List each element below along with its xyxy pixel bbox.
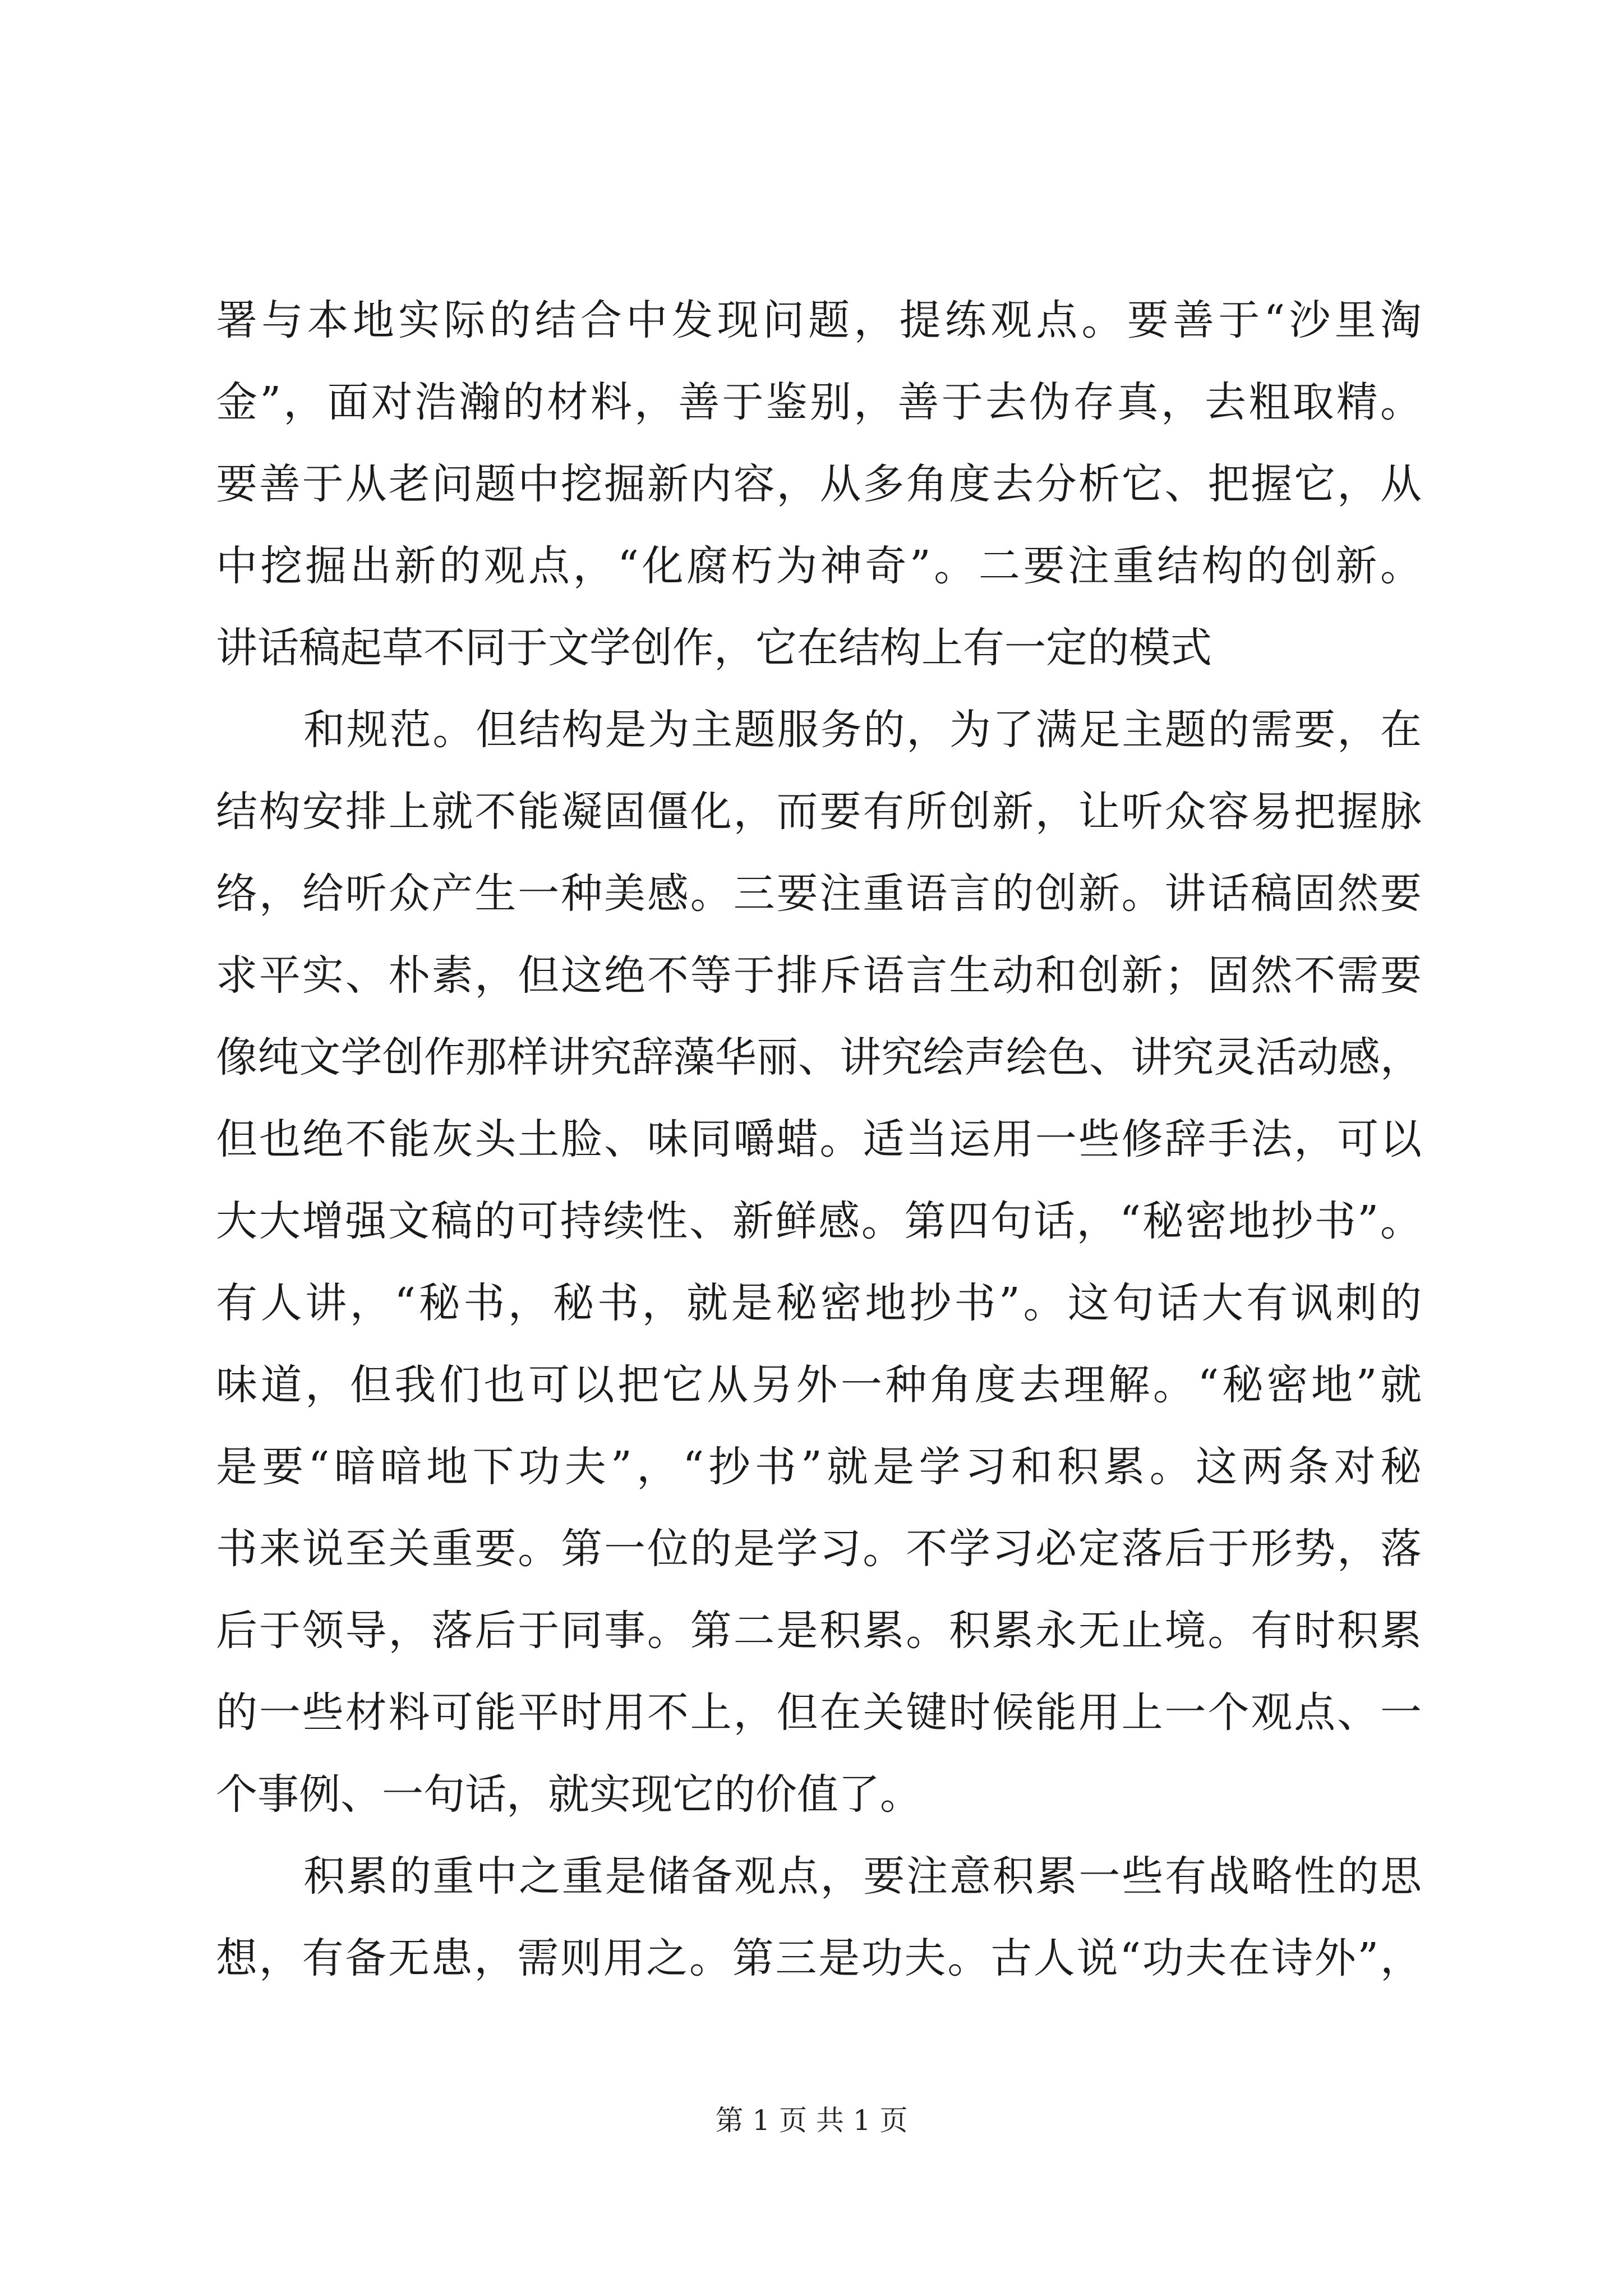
text-line: 求平实、朴素，但这绝不等于排斥语言生动和创新；固然不需要 <box>216 951 1422 1000</box>
text-line: 味道，但我们也可以把它从另外一种角度去理解。“秘密地”就 <box>216 1361 1422 1409</box>
text-line: 中挖掘出新的观点，“化腐朽为神奇”。二要注重结构的创新。 <box>216 542 1422 590</box>
text-line: 络，给听众产生一种美感。三要注重语言的创新。讲话稿固然要 <box>216 869 1422 918</box>
text-line: 书来说至关重要。第一位的是学习。不学习必定落后于形势，落 <box>216 1525 1422 1573</box>
text-line: 的一些材料可能平时用不上，但在关键时候能用上一个观点、一 <box>216 1688 1422 1737</box>
body-text <box>216 279 1422 1999</box>
text-line: 是要“暗暗地下功夫”，“抄书”就是学习和积累。这两条对秘 <box>216 1443 1422 1491</box>
text-line: 积累的重中之重是储备观点，要注意积累一些有战略性的思 <box>303 1852 1422 1901</box>
text-line: 有人讲，“秘书，秘书，就是秘密地抄书”。这句话大有讽刺的 <box>216 1279 1422 1327</box>
text-line: 但也绝不能灰头土脸、味同嚼蜡。适当运用一些修辞手法，可以 <box>216 1115 1422 1163</box>
text-line: 结构安排上就不能凝固僵化，而要有所创新，让听众容易把握脉 <box>216 788 1422 836</box>
page-footer <box>0 2101 1623 2140</box>
page-number-label: 第 1 页 共 1 页 <box>715 2104 908 2137</box>
text-line: 大大增强文稿的可持续性、新鲜感。第四句话，“秘密地抄书”。 <box>216 1197 1422 1245</box>
text-line: 想，有备无患，需则用之。第三是功夫。古人说“功夫在诗外”， <box>216 1934 1422 1982</box>
text-line: 和规范。但结构是为主题服务的，为了满足主题的需要，在 <box>303 706 1422 754</box>
text-line: 金”，面对浩瀚的材料，善于鉴别，善于去伪存真，去粗取精。 <box>216 378 1422 426</box>
text-line: 署与本地实际的结合中发现问题，提练观点。要善于“沙里淘 <box>216 296 1422 344</box>
text-line: 个事例、一句话，就实现它的价值了。 <box>216 1770 921 1819</box>
text-line: 像纯文学创作那样讲究辞藻华丽、讲究绘声绘色、讲究灵活动感， <box>216 1033 1422 1082</box>
text-line: 后于领导，落后于同事。第二是积累。积累永无止境。有时积累 <box>216 1607 1422 1655</box>
text-line: 要善于从老问题中挖掘新内容，从多角度去分析它、把握它，从 <box>216 460 1422 508</box>
text-line: 讲话稿起草不同于文学创作，它在结构上有一定的模式 <box>216 624 1212 672</box>
